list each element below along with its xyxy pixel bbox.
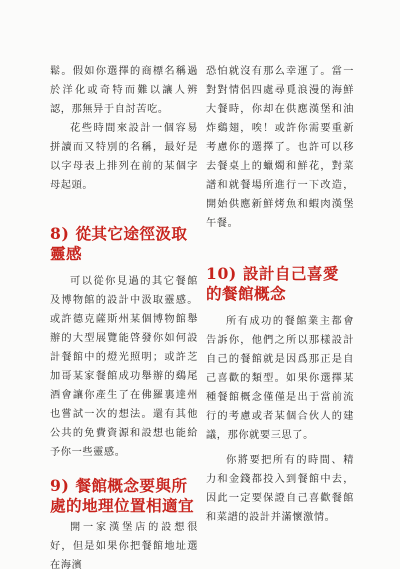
heading-section-8 xyxy=(50,224,198,264)
heading-section-10 xyxy=(206,264,354,304)
heading-10-number: 10) xyxy=(206,264,237,283)
paragraph-favorite-concept: 所有成功的餐館業主都會告訴你，他們之所以那樣設計自己的餐館就是因爲那正是自己喜歡的類型。如果你選擇某種餐館概念僅僅是出于當前流行的考慮或者某個合伙人的建議，那你就要三思了。 xyxy=(206,316,354,441)
paragraph-name-design: 花些時間來設計一個容易拼讀而又特別的名稱，最好是以字母表上排列在前的某個字母起頭。 xyxy=(50,123,198,191)
heading-8-number: 8) xyxy=(50,224,70,243)
heading-section-9 xyxy=(50,476,198,516)
paragraph-location-continued: 恐怕就沒有那么幸運了。當一對對情侶四處尋覓浪漫的海鮮大餐時，你却在供應漢堡和油炸鷄翅，唉！或許你需要重新考慮你的選擇了。也許可以移去餐桌上的蠟燭和鮮花，對菜譜和就餐場所進行一下改造，開始供應新鮮烤魚和蝦肉漢堡午餐。 xyxy=(206,66,354,229)
heading-9-number: 9) xyxy=(50,476,70,495)
heading-10-text: 設計自己喜愛的餐館概念 xyxy=(206,264,339,303)
paragraph-inspiration: 可以從你見過的其它餐館及博物館的設計中汲取靈感。或許德克薩斯州某個博物館舉辦的大型展覽能啓發你如何設計餐館中的燈光照明；或許芝加哥某家餐館成功舉辦的鷄尾酒會讓你產生了在佛羅裏達州也嘗試一次的想法。還有其他公共的免費資源和設想也能給予你一些靈感。 xyxy=(50,276,198,458)
heading-9-text: 餐館概念要與所處的地理位置相適宜 xyxy=(50,476,194,515)
paragraph-location: 開一家漢堡店的設想很好，但是如果你把餐館地址選在海濱 xyxy=(50,522,198,571)
paragraph-commitment: 你將要把所有的時間、精力和金錢都投入到餐館中去，因此一定要保證自己喜歡餐館和菜譜的設計并滿懷激情。 xyxy=(206,455,354,523)
left-column xyxy=(50,62,198,575)
right-column xyxy=(206,62,354,527)
heading-8-text: 從其它途徑汲取靈感 xyxy=(50,224,188,263)
paragraph-name-advice-end: 鬆。假如你選擇的商標名稱過於洋化或奇特而難以讓人辨認，那無异于自討苦吃。 xyxy=(50,66,198,115)
